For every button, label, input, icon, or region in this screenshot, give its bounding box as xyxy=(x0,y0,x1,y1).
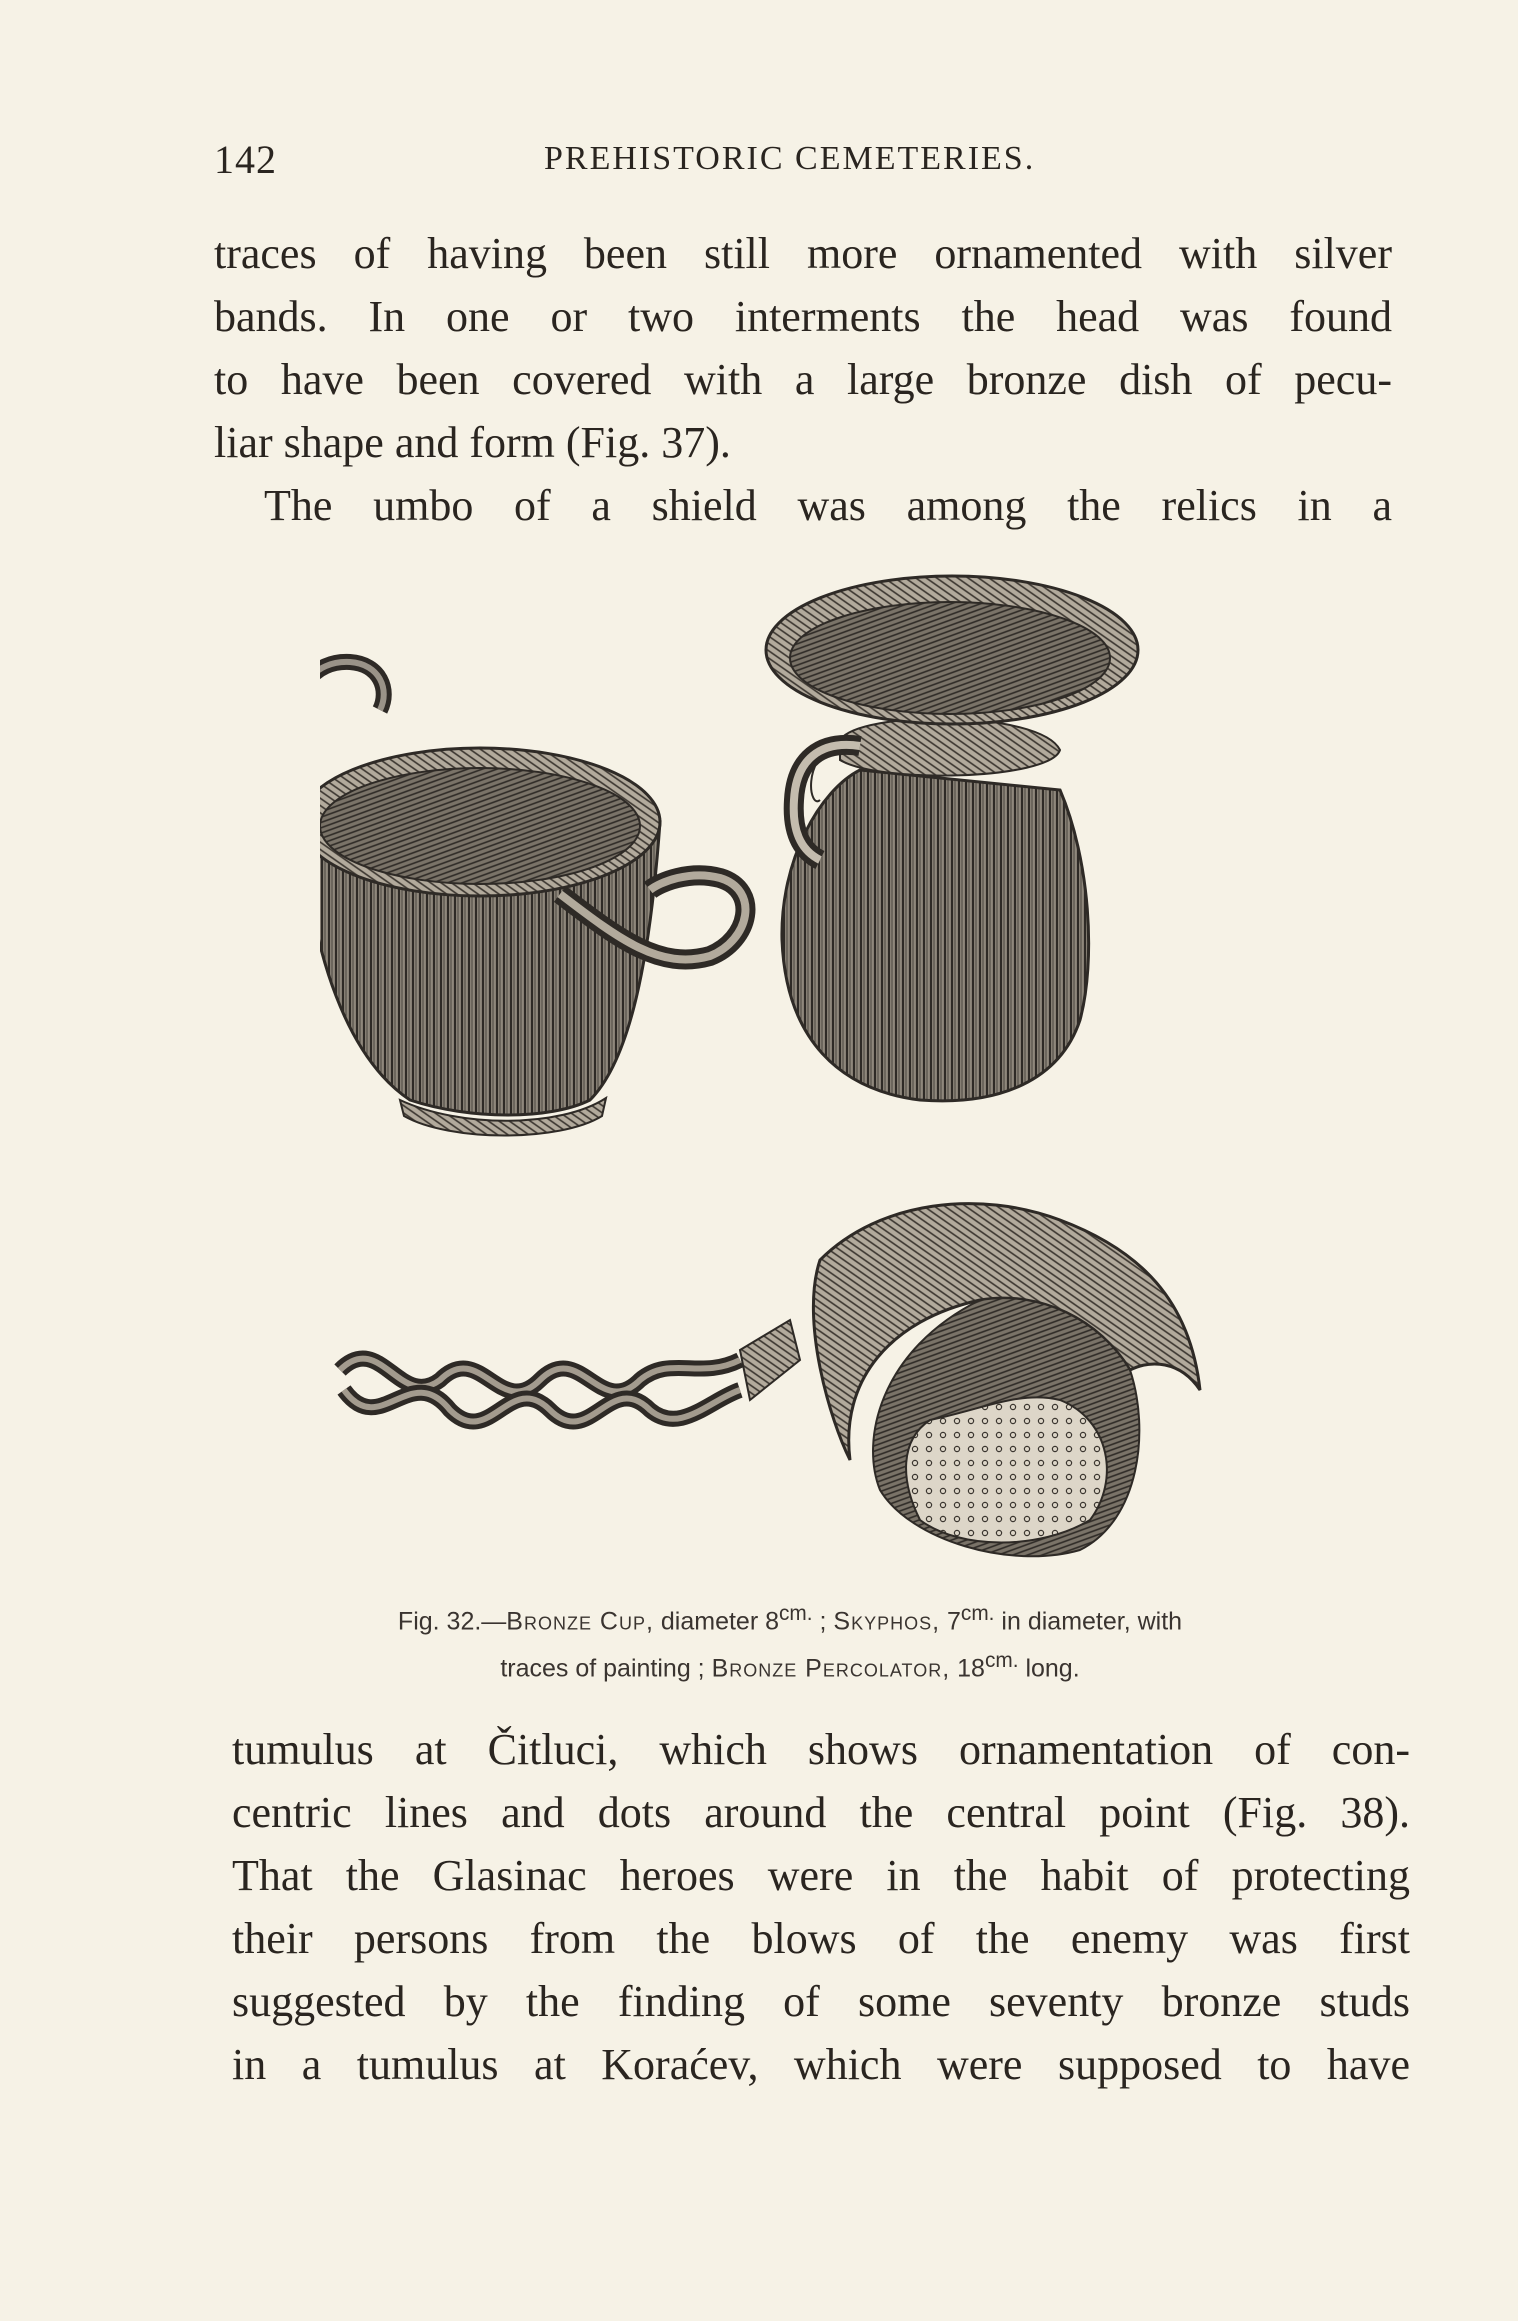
figure-engraving xyxy=(320,560,1350,1580)
text-line: tumulus at Čitluci, which shows ornamentation of con- xyxy=(232,1725,1410,1774)
caption-line-2 xyxy=(260,1641,1320,1688)
text-line: bands. In one or two interments the head was found xyxy=(214,292,1392,341)
figure-label: Fig. 32.— xyxy=(397,1607,507,1636)
text-line: their persons from the blows of the enemy was first xyxy=(232,1914,1410,1963)
text-line: to have been covered with a large bronze dish of pecu- xyxy=(214,355,1392,404)
text-line: The umbo of a shield was among the relics in a xyxy=(264,481,1392,530)
unit-superscript: cm. xyxy=(984,1649,1019,1673)
skyphos-drawing xyxy=(766,576,1138,1101)
bottom-paragraph xyxy=(232,1718,1410,2096)
running-title: PREHISTORIC CEMETERIES. xyxy=(544,140,1036,177)
caption-item-name: Bronze Cup, xyxy=(506,1607,654,1636)
caption-text: traces of painting ; xyxy=(500,1654,712,1683)
running-head xyxy=(214,136,1364,186)
figure-caption xyxy=(260,1594,1320,1689)
caption-text: 7 xyxy=(940,1607,961,1636)
caption-text: long. xyxy=(1018,1654,1080,1683)
bronze-percolator-drawing xyxy=(340,1204,1200,1557)
caption-item-name: Skyphos, xyxy=(833,1607,941,1636)
caption-text: ; xyxy=(812,1607,834,1636)
page-number: 142 xyxy=(214,137,277,182)
unit-superscript: cm. xyxy=(779,1602,813,1625)
text-line: centric lines and dots around the central point (Fig. 38). xyxy=(232,1788,1410,1837)
text-line: That the Glasinac heroes were in the habit of protecting xyxy=(232,1851,1410,1900)
unit-superscript: cm. xyxy=(960,1602,995,1625)
caption-item-name: Bronze Percolator, xyxy=(711,1654,951,1683)
text-line: traces of having been still more ornamented with silver xyxy=(214,229,1392,278)
top-paragraph xyxy=(214,222,1392,537)
caption-text: 18 xyxy=(950,1654,985,1683)
engraving-illustration xyxy=(320,560,1350,1580)
text-line: in a tumulus at Koraćev, which were supposed to have xyxy=(232,2040,1410,2089)
caption-line-1 xyxy=(260,1594,1320,1641)
text-line: suggested by the finding of some seventy bronze studs xyxy=(232,1977,1410,2026)
caption-text: diameter 8 xyxy=(653,1607,779,1636)
text-line: liar shape and form (Fig. 37). xyxy=(214,418,731,467)
caption-text: in diameter, with xyxy=(994,1607,1183,1636)
bronze-cup-drawing xyxy=(320,662,745,1136)
